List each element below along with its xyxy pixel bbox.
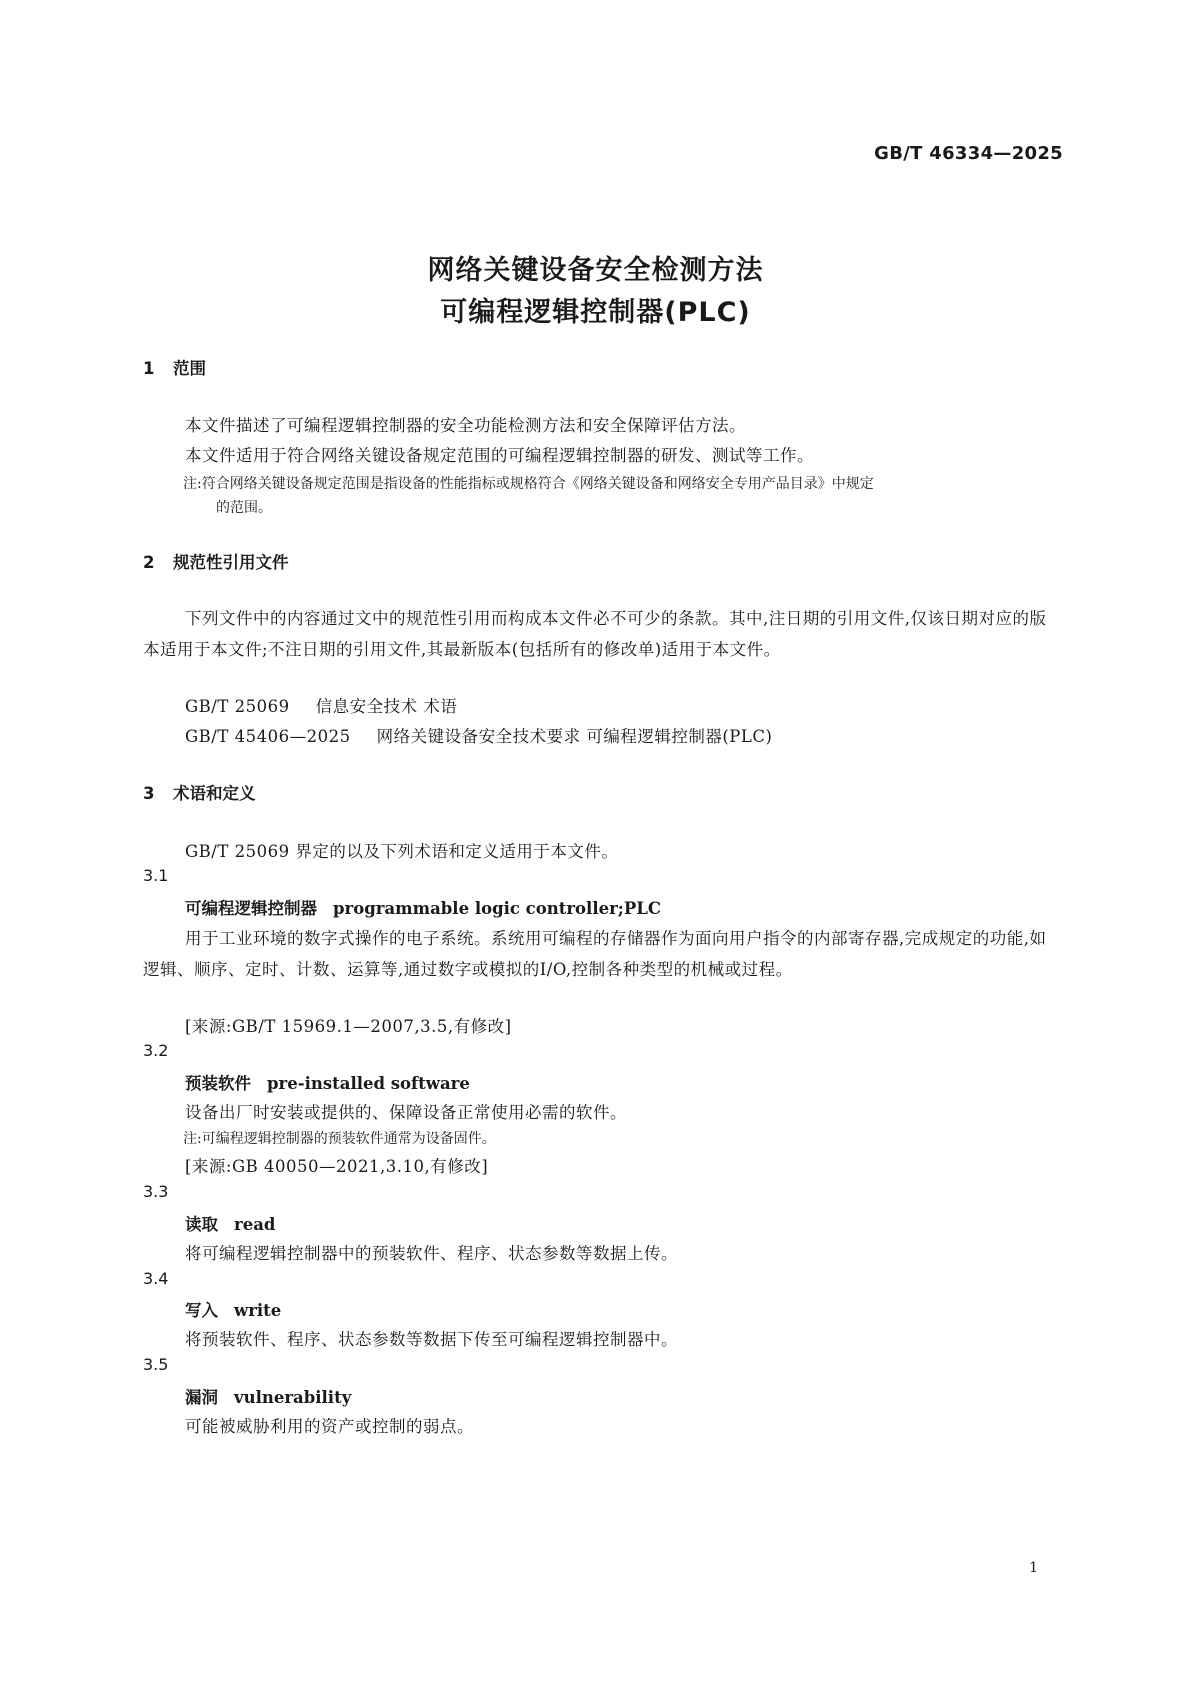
term-en: pre-installed software — [267, 1074, 470, 1093]
term-3-5 — [185, 1384, 351, 1408]
term-3-3-definition: 将可编程逻辑控制器中的预装软件、程序、状态参数等数据上传。 — [185, 1244, 678, 1263]
section-1-note-line-2: 的范围。 — [216, 500, 272, 516]
section-1-paragraph-1: 本文件描述了可编程逻辑控制器的安全功能检测方法和安全保障评估方法。 — [185, 416, 746, 435]
section-1-heading — [143, 355, 206, 379]
term-en: read — [234, 1215, 276, 1234]
term-cn: 写入 — [185, 1301, 218, 1320]
normative-reference-1 — [185, 693, 457, 717]
term-3-1-source: [来源:GB/T 15969.1—2007,3.5,有修改] — [185, 1017, 512, 1036]
term-cn: 漏洞 — [185, 1388, 218, 1407]
term-number-3-3: 3.3 — [143, 1182, 169, 1201]
term-3-5-definition: 可能被威胁利用的资产或控制的弱点。 — [185, 1417, 474, 1436]
page-number: 1 — [1029, 1560, 1038, 1576]
term-en: vulnerability — [234, 1388, 352, 1407]
section-title: 术语和定义 — [173, 784, 256, 803]
term-cn: 可编程逻辑控制器 — [185, 899, 317, 918]
reference-code: GB/T 45406—2025 — [185, 727, 351, 746]
term-3-1-definition: 用于工业环境的数字式操作的电子系统。系统用可编程的存储器作为面向用户指令的内部寄存器,完成规定的功能,如逻辑、顺序、定时、计数、运算等,通过数字或模拟的I/O,控制各种类型的机械或过程。 — [143, 929, 1047, 979]
term-en: write — [234, 1301, 282, 1320]
section-3-heading — [143, 780, 256, 804]
term-3-2 — [185, 1070, 470, 1094]
standard-code: GB/T 46334—2025 — [874, 143, 1063, 164]
term-number-3-4: 3.4 — [143, 1269, 169, 1288]
term-number-3-5: 3.5 — [143, 1355, 169, 1374]
document-title-line1: 网络关键设备安全检测方法 — [427, 255, 764, 286]
section-3-intro: GB/T 25069 界定的以及下列术语和定义适用于本文件。 — [185, 842, 619, 861]
term-cn: 预装软件 — [185, 1074, 251, 1093]
section-number: 2 — [143, 553, 155, 572]
reference-code: GB/T 25069 — [185, 697, 290, 716]
term-en: programmable logic controller;PLC — [333, 899, 662, 918]
section-title: 范围 — [173, 359, 206, 378]
term-3-4 — [185, 1297, 281, 1321]
section-number: 3 — [143, 784, 155, 803]
section-1-note-line-1: 注:符合网络关键设备规定范围是指设备的性能指标或规格符合《网络关键设备和网络安全专用产品目录》中规定 — [183, 476, 874, 492]
reference-title: 网络关键设备安全技术要求 可编程逻辑控制器(PLC) — [376, 727, 773, 746]
term-3-2-source: [来源:GB 40050—2021,3.10,有修改] — [185, 1157, 489, 1176]
term-3-2-note: 注:可编程逻辑控制器的预装软件通常为设备固件。 — [183, 1131, 496, 1147]
reference-title: 信息安全技术 术语 — [315, 697, 458, 716]
term-3-2-definition: 设备出厂时安装或提供的、保障设备正常使用必需的软件。 — [185, 1103, 627, 1122]
section-1-paragraph-2: 本文件适用于符合网络关键设备规定范围的可编程逻辑控制器的研发、测试等工作。 — [185, 446, 814, 465]
term-3-3 — [185, 1211, 275, 1235]
normative-reference-2 — [185, 723, 772, 747]
section-title: 规范性引用文件 — [173, 553, 289, 572]
term-3-4-definition: 将预装软件、程序、状态参数等数据下传至可编程逻辑控制器中。 — [185, 1330, 678, 1349]
section-2-heading — [143, 549, 289, 573]
term-number-3-2: 3.2 — [143, 1041, 169, 1060]
term-3-1 — [185, 895, 661, 919]
section-number: 1 — [143, 359, 155, 378]
document-title-line2: 可编程逻辑控制器(PLC) — [440, 297, 751, 328]
section-2-paragraph-1: 下列文件中的内容通过文中的规范性引用而构成本文件必不可少的条款。其中,注日期的引用文件,仅该日期对应的版本适用于本文件;不注日期的引用文件,其最新版本(包括所有的修改单)适用于本文件。 — [143, 609, 1047, 659]
term-cn: 读取 — [185, 1215, 218, 1234]
term-number-3-1: 3.1 — [143, 866, 169, 885]
